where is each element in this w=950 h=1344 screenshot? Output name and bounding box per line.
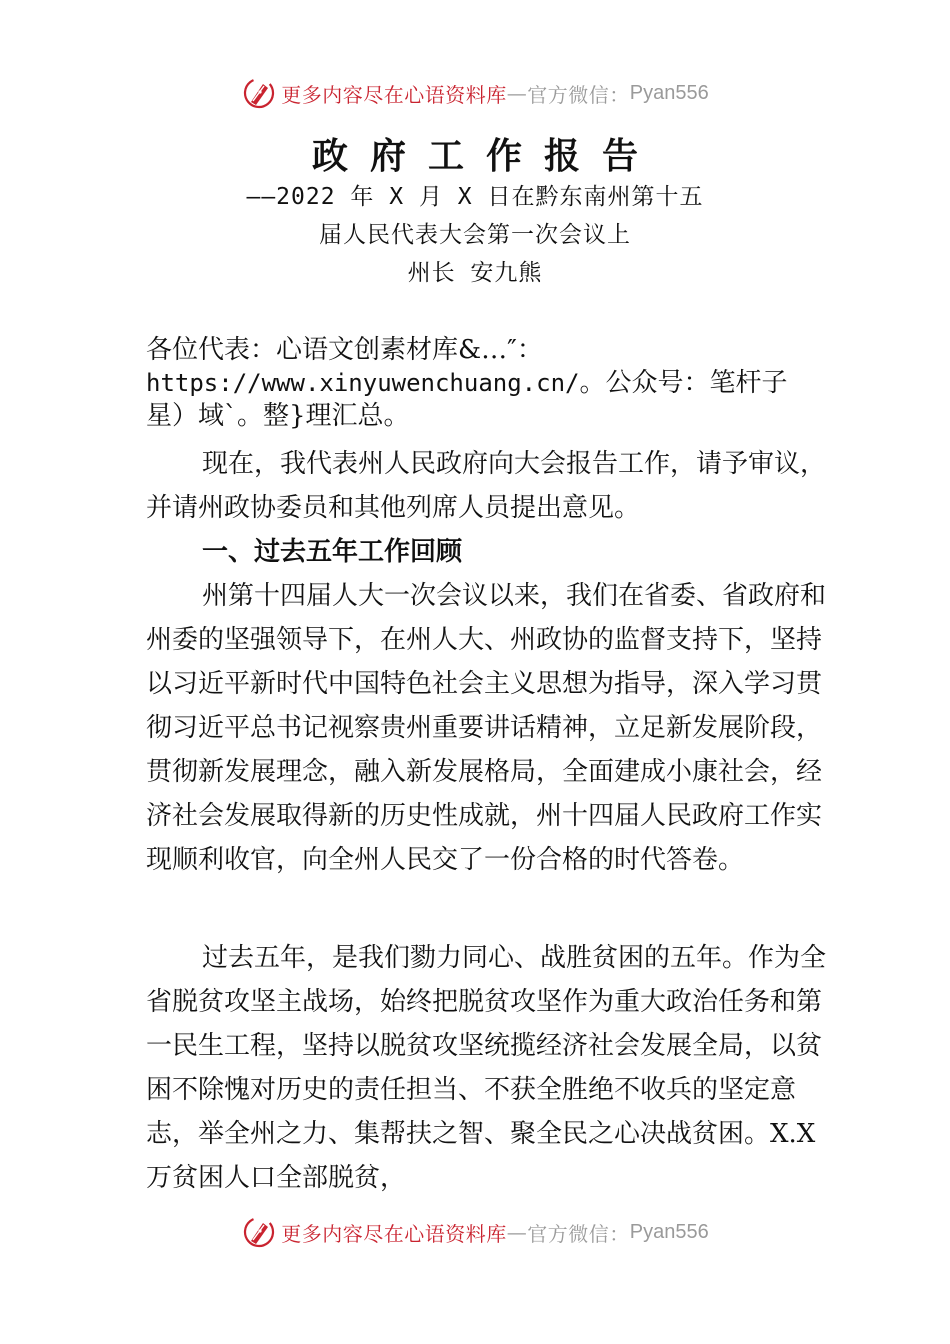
pen-nib-logo-icon [241,1214,277,1250]
section-heading: 一、过去五年工作回顾 [202,537,463,567]
subtitle-meeting-line: 届人民代表大会第一次会议上 [319,222,631,248]
poverty-paragraph: 过去五年，是我们勠力同心、战胜贫困的五年。作为全省脱贫攻坚主战场，始终把脱贫攻坚作为重大政治任务和第一民生工程，坚持以脱贫攻坚统揽经济社会发展全局，以贫困不除愧对历史的责任担当、不获全胜绝不收兵的坚定意志，举全州之力、集帮扶之智、聚全民之心决战贫困。X.X 万贫困人口全部脱贫， [146,943,827,1193]
intro-paragraph: 现在，我代表州人民政府向大会报告工作，请予审议，并请州政协委员和其他列席人员提出意见。 [146,449,827,523]
watermark-wechat-label: 官方微信： [527,82,630,107]
salutation-url: https://www.xinyuwenchuang.cn/ [146,369,580,397]
salutation-prefix: 各位代表：心语文创素材库&…″： [146,335,543,365]
watermark-separator: — [506,81,528,105]
watermark-wechat-label: 官方微信： [527,1221,630,1246]
salutation-paragraph [146,334,826,433]
pen-nib-logo-icon [241,75,277,111]
header-watermark [0,75,950,111]
watermark-brand-text: 更多内容尽在心语资料库 [281,1221,507,1246]
watermark-wechat-id: Pyan556 [629,1220,709,1243]
watermark-wechat-id: Pyan556 [629,81,709,104]
subtitle-speaker-line: 州长 安九熊 [407,260,543,286]
salutation-suffix: 。公众号：笔杆子星）域`。整}理汇总。 [146,368,788,431]
subtitle-date-line: ——2022 年 X 月 X 日在黔东南州第十五 [246,184,704,210]
footer-watermark [0,1214,950,1250]
watermark-separator: — [506,1220,528,1244]
review-paragraph: 州第十四届人大一次会议以来，我们在省委、省政府和州委的坚强领导下，在州人大、州政协的监督支持下，坚持以习近平新时代中国特色社会主义思想为指导，深入学习贯彻习近平总书记视察贵州重要讲话精神，立足新发展阶段，贯彻新发展理念，融入新发展格局，全面建成小康社会，经济社会发展取得新的历史性成就，州十四届人民政府工作实现顺利收官，向全州人民交了一份合格的时代答卷。 [146,581,827,875]
document-title: 政府工作报告 [311,135,660,177]
watermark-brand-text: 更多内容尽在心语资料库 [281,82,507,107]
